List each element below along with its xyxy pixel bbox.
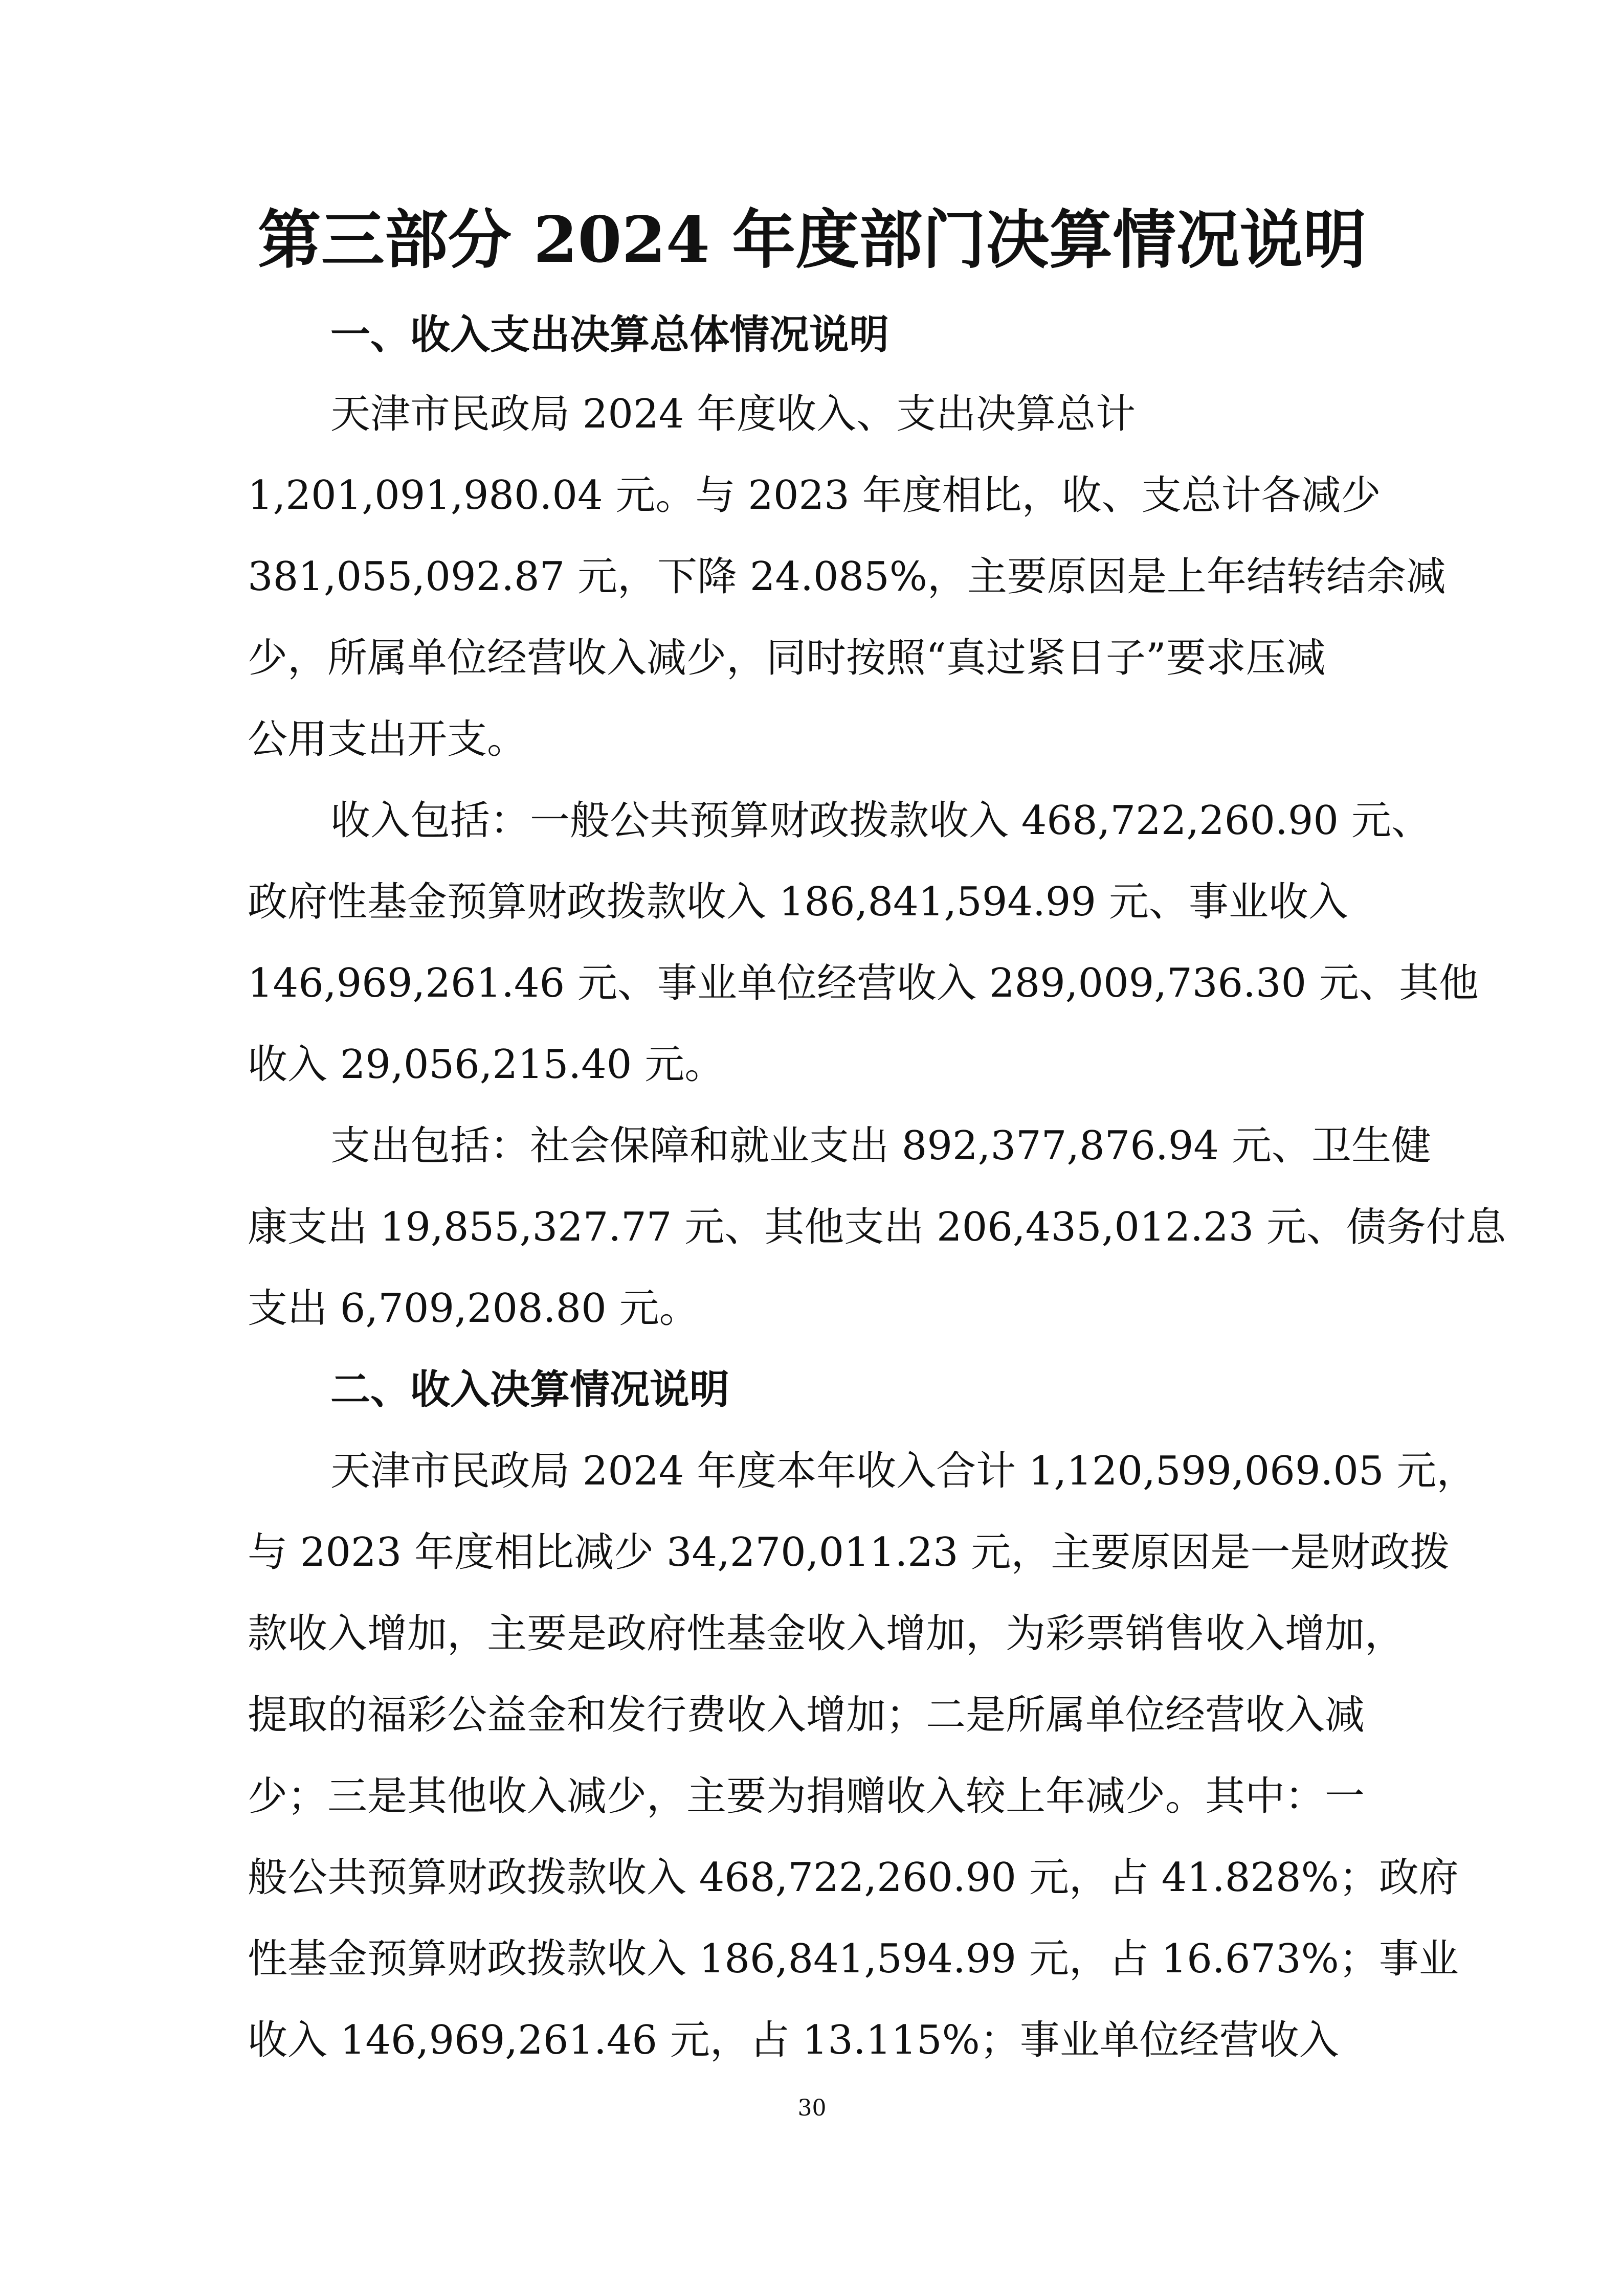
page-number: 30 xyxy=(797,2095,827,2121)
section-heading-1: 一、收入支出决算总体情况说明 xyxy=(330,312,889,358)
paragraph-line: 款收入增加，主要是政府性基金收入增加，为彩票销售收入增加， xyxy=(248,1611,1405,1657)
paragraph-line: 政府性基金预算财政拨款收入 186,841,594.99 元、事业收入 xyxy=(248,879,1348,925)
paragraph-line: 收入 146,969,261.46 元，占 13.115%；事业单位经营收入 xyxy=(248,2017,1339,2063)
paragraph-line: 收入包括：一般公共预算财政拨款收入 468,722,260.90 元、 xyxy=(330,798,1431,844)
paragraph-line: 381,055,092.87 元，下降 24.085%，主要原因是上年结转结余减 xyxy=(248,554,1446,600)
paragraph-line: 支出 6,709,208.80 元。 xyxy=(248,1286,699,1332)
page-title: 第三部分 2024 年度部门决算情况说明 xyxy=(257,203,1367,277)
paragraph-line: 天津市民政局 2024 年度收入、支出决算总计 xyxy=(330,391,1136,437)
paragraph-line: 天津市民政局 2024 年度本年收入合计 1,120,599,069.05 元， xyxy=(330,1448,1477,1494)
paragraph-line: 支出包括：社会保障和就业支出 892,377,876.94 元、卫生健 xyxy=(330,1123,1431,1169)
section-heading-2: 二、收入决算情况说明 xyxy=(330,1367,730,1413)
paragraph-line: 与 2023 年度相比减少 34,270,011.23 元，主要原因是一是财政拨 xyxy=(248,1529,1450,1575)
paragraph-line: 性基金预算财政拨款收入 186,841,594.99 元，占 16.673%；事业 xyxy=(248,1936,1459,1982)
paragraph-line: 般公共预算财政拨款收入 468,722,260.90 元，占 41.828%；政府 xyxy=(248,1855,1459,1901)
paragraph-line: 提取的福彩公益金和发行费收入增加；二是所属单位经营收入减 xyxy=(248,1692,1365,1738)
paragraph-line: 康支出 19,855,327.77 元、其他支出 206,435,012.23 元、债务付息 xyxy=(248,1204,1506,1250)
paragraph-line: 1,201,091,980.04 元。与 2023 年度相比，收、支总计各减少 xyxy=(248,472,1381,519)
paragraph-line: 收入 29,056,215.40 元。 xyxy=(248,1042,725,1088)
paragraph-line: 少，所属单位经营收入减少，同时按照“真过紧日子”要求压减 xyxy=(248,635,1326,681)
paragraph-line: 146,969,261.46 元、事业单位经营收入 289,009,736.30 元、其他 xyxy=(248,960,1479,1006)
paragraph-line: 公用支出开支。 xyxy=(248,716,527,762)
paragraph-line: 少；三是其他收入减少，主要为捐赠收入较上年减少。其中：一 xyxy=(248,1773,1365,1819)
